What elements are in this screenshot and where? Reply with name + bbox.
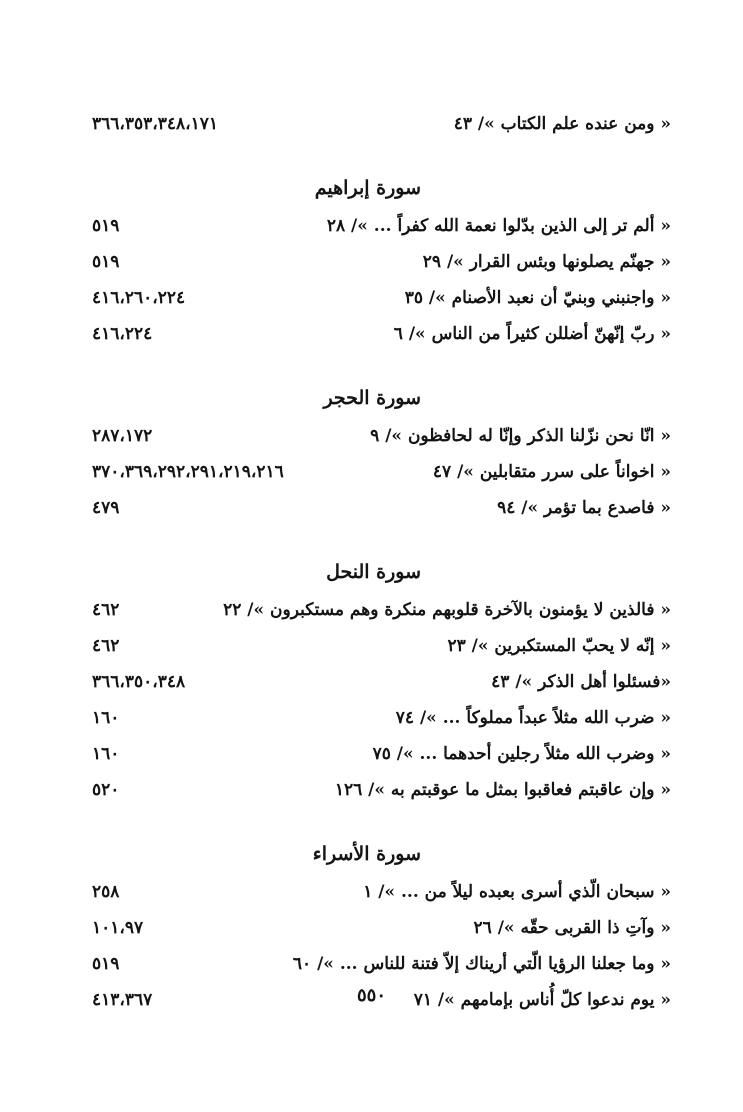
index-entry: [92, 736, 671, 772]
surah-section: [92, 552, 671, 808]
page-references: ٢٨٧،١٧٢: [92, 426, 153, 446]
verse-text: « ألم تر إلى الذين بدّلوا نعمة الله كفراً ... »/ ٢٨: [326, 216, 671, 236]
page-references: ١٦٠: [92, 708, 120, 728]
index-entry: [92, 208, 671, 244]
page-references: ٢٥٨: [92, 882, 120, 902]
index-entry: [92, 664, 671, 700]
page-references: ٤٦٢: [92, 600, 120, 620]
verse-text: « اخواناً على سرر متقابلين »/ ٤٧: [432, 462, 671, 482]
index-entry: [92, 592, 671, 628]
page-references: ٤١٦،٢٢٤: [92, 324, 153, 344]
surah-title: سورة الأسراء: [312, 843, 421, 865]
verse-text: « وإن عاقبتم فعاقبوا بمثل ما عوقبتم به »/ ١٢٦: [334, 780, 671, 800]
verse-text: « سبحان الّذي أسرى بعبده ليلاً من ... »/ ١: [363, 882, 671, 902]
page-references: ٤١٦،٢٦٠،٢٢٤: [92, 288, 186, 308]
surah-section: [92, 106, 671, 142]
index-entry: [92, 454, 671, 490]
page-references: ٥٢٠: [92, 780, 120, 800]
index-entry: [92, 874, 671, 910]
verse-text: « فالذين لا يؤمنون بالآخرة قلوبهم منكرة وهم مستكبرون »/ ٢٢: [223, 600, 671, 620]
index-entry: [92, 910, 671, 946]
verse-text: « انّا نحن نزّلنا الذكر وإنّا له لحافظون »/ ٩: [370, 426, 671, 446]
verse-text: « إنّه لا يحبّ المستكبرين »/ ٢٣: [447, 636, 671, 656]
index-entry: [92, 628, 671, 664]
verse-index: [92, 106, 671, 1018]
verse-text: « واجنبني وبنيّ أن نعبد الأصنام »/ ٣٥: [404, 288, 671, 308]
page-references: ١٠١،٩٧: [92, 918, 144, 938]
verse-text: « ومن عنده علم الكتاب »/ ٤٣: [453, 114, 671, 134]
verse-text: « فاصدع بما تؤمر »/ ٩٤: [497, 498, 671, 518]
verse-text: « ضرب الله مثلاً عبداً مملوكاً ... »/ ٧٤: [395, 708, 671, 728]
surah-section: [92, 378, 671, 526]
page-references: ٣٧٠،٣٦٩،٢٩٢،٢٩١،٢١٩،٢١٦: [92, 462, 284, 482]
index-entry: [92, 418, 671, 454]
verse-text: « جهنّم يصلونها وبئس القرار »/ ٢٩: [422, 252, 671, 272]
page-references: ٤٦٢: [92, 636, 120, 656]
verse-text: « وآتِ ذا القربى حقّه »/ ٢٦: [473, 918, 671, 938]
index-entry: [92, 490, 671, 526]
index-entry: [92, 700, 671, 736]
page-references: ٥١٩: [92, 954, 120, 974]
index-entry: [92, 280, 671, 316]
index-entry: [92, 946, 671, 982]
page-number: ٥٥٠: [356, 985, 386, 1006]
page-references: ١٦٠: [92, 744, 120, 764]
surah-title: سورة إبراهيم: [314, 177, 421, 199]
surah-title: سورة الحجر: [323, 387, 421, 409]
page-references: ٤١٣،٣٦٧: [92, 990, 153, 1010]
surah-title: سورة النحل: [326, 561, 421, 583]
verse-text: «فسئلوا أهل الذكر »/ ٤٣: [491, 672, 671, 692]
page-references: ٣٦٦،٣٥٠،٣٤٨: [92, 672, 186, 692]
page-references: ٥١٩: [92, 252, 120, 272]
index-entry: [92, 244, 671, 280]
verse-text: « يوم ندعوا كلّ أُناس بإمامهم »/ ٧١: [413, 990, 671, 1010]
index-entry: [92, 106, 671, 142]
page-references: ٥١٩: [92, 216, 120, 236]
verse-text: « وضرب الله مثلاً رجلين أحدهما ... »/ ٧٥: [372, 744, 671, 764]
page-references: ٤٧٩: [92, 498, 120, 518]
surah-section: [92, 168, 671, 352]
index-entry: [92, 316, 671, 352]
verse-text: « وما جعلنا الرؤيا الّتي أريناك إلاّ فتنة للناس ... »/ ٦٠: [292, 954, 671, 974]
index-entry: [92, 772, 671, 808]
verse-text: « ربّ إنّهنّ أضللن كثيراً من الناس »/ ٦: [393, 324, 671, 344]
page-references: ٣٦٦،٣٥٣،٣٤٨،١٧١: [92, 114, 219, 134]
